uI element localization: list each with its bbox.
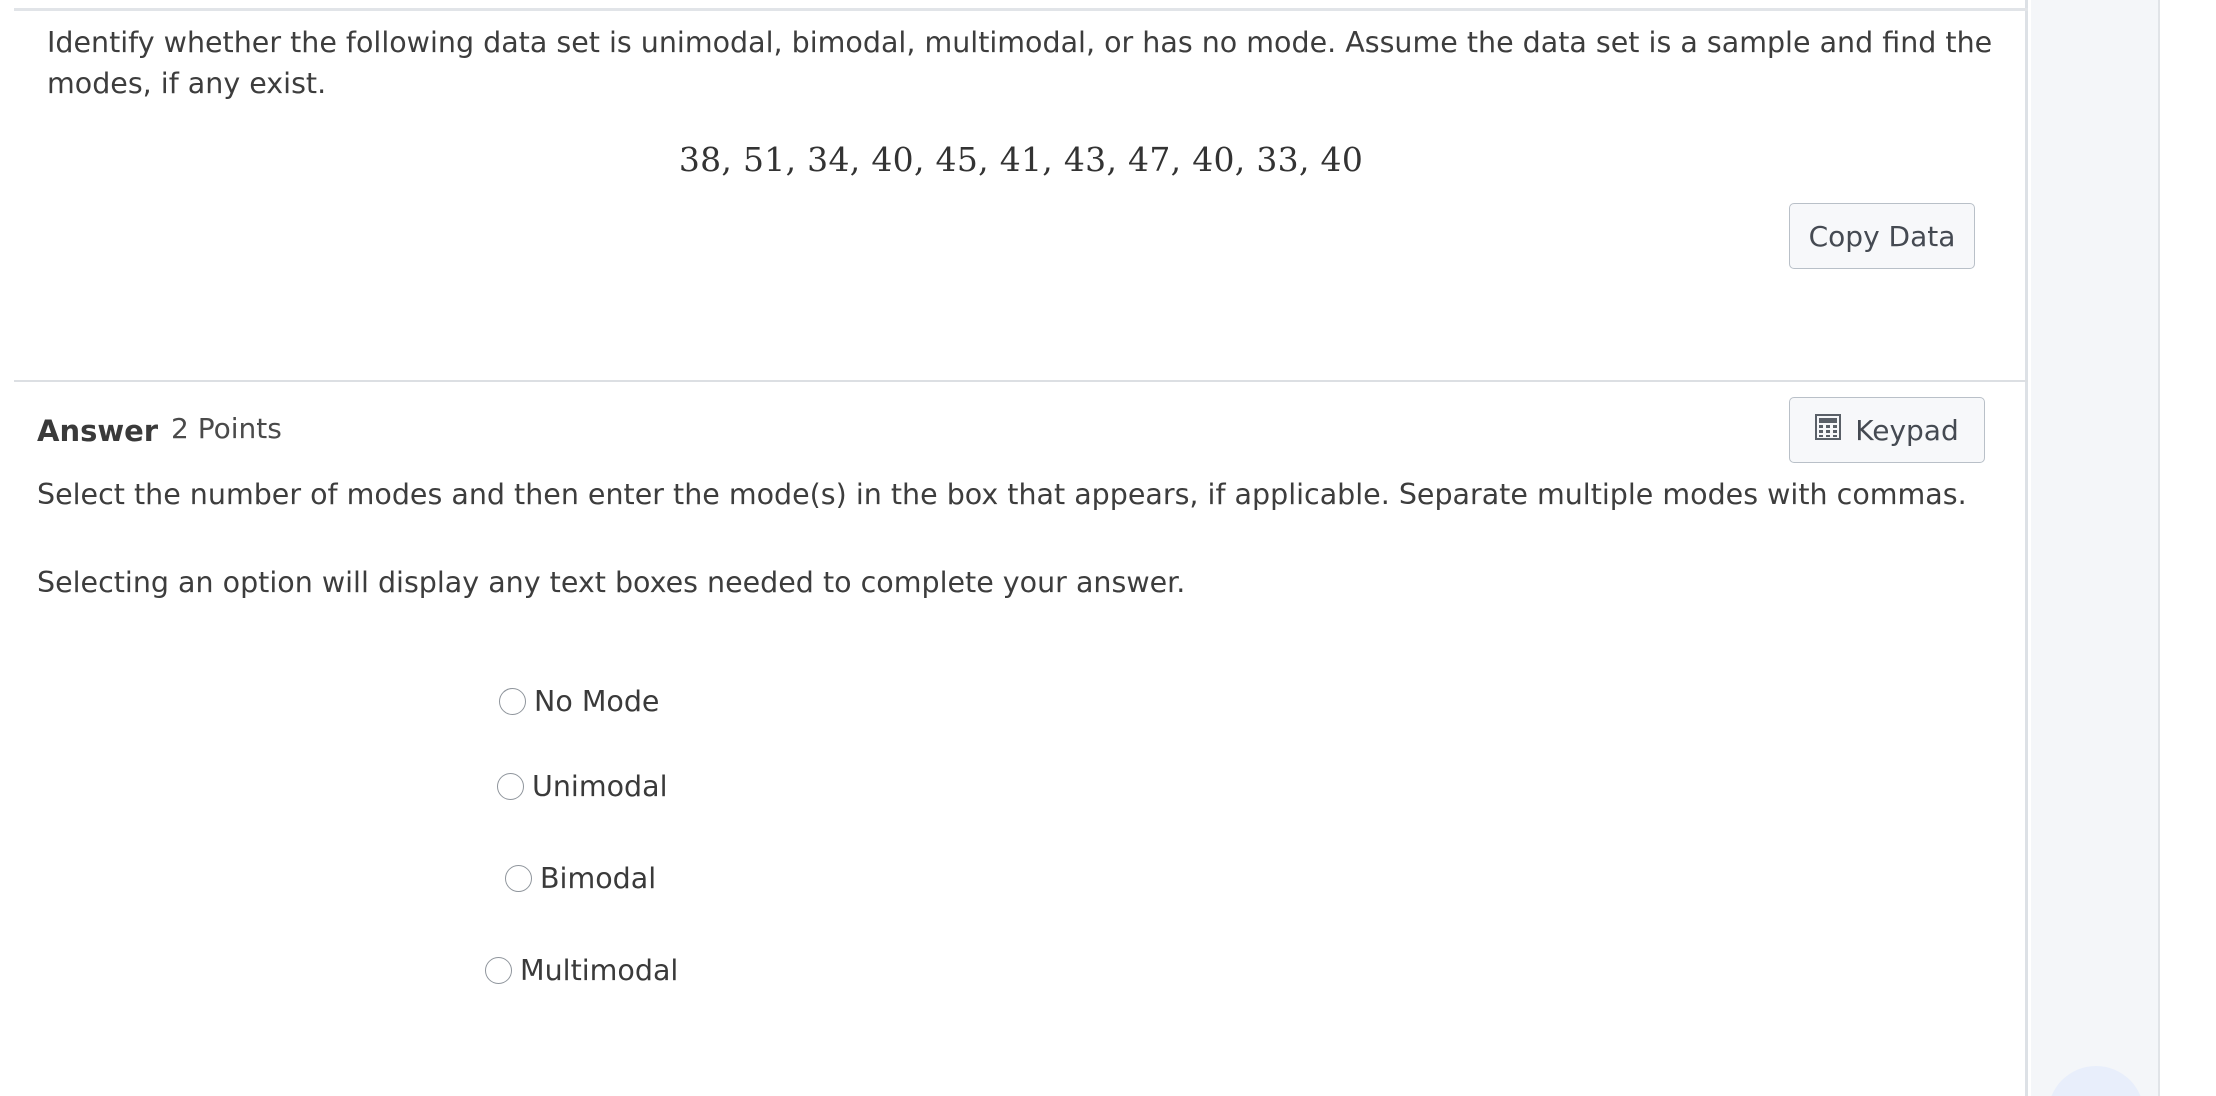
keypad-label: Keypad: [1855, 413, 1959, 447]
answer-instruction: Select the number of modes and then enter the mode(s) in the box that appears, if applicable. Separate multiple modes with commas.: [37, 478, 1967, 511]
card-top-border: [14, 8, 2028, 11]
radio-unchecked-icon[interactable]: [505, 865, 532, 892]
copy-data-label: Copy Data: [1808, 219, 1956, 253]
option-label: No Mode: [534, 685, 660, 718]
option-multimodal[interactable]: [485, 954, 678, 987]
option-label: Bimodal: [540, 862, 657, 895]
option-label: Multimodal: [520, 954, 679, 987]
data-set-values: 38, 51, 34, 40, 45, 41, 43, 47, 40, 33, 40: [678, 140, 1364, 179]
calculator-icon: [1815, 414, 1841, 447]
option-unimodal[interactable]: [497, 770, 668, 803]
right-gutter: [2031, 0, 2159, 1096]
option-no-mode[interactable]: [499, 685, 659, 718]
question-card: [14, 0, 2028, 1096]
section-divider: [14, 380, 2028, 382]
question-prompt: Identify whether the following data set is unimodal, bimodal, multimodal, or has no mode. Assume the data set is a sample and find the modes, if any exist.: [47, 26, 1993, 100]
points-label: 2 Points: [171, 412, 282, 445]
options-hint: Selecting an option will display any text boxes needed to complete your answer.: [37, 566, 1186, 599]
option-label: Unimodal: [532, 770, 668, 803]
option-bimodal[interactable]: [505, 862, 656, 895]
radio-unchecked-icon[interactable]: [485, 957, 512, 984]
keypad-button[interactable]: [1789, 397, 1985, 463]
answer-heading: Answer: [37, 414, 159, 448]
radio-unchecked-icon[interactable]: [499, 688, 526, 715]
copy-data-button[interactable]: [1789, 203, 1975, 269]
scrollbar[interactable]: [2158, 0, 2216, 1096]
radio-unchecked-icon[interactable]: [497, 773, 524, 800]
